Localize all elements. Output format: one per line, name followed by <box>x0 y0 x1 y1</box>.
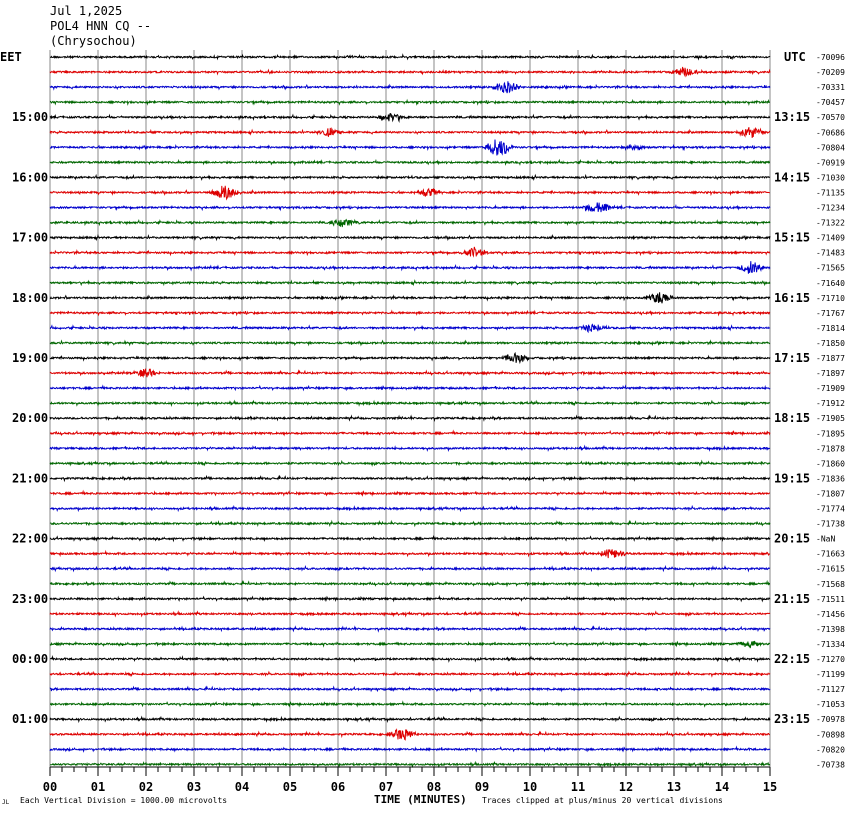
seismic-trace <box>50 341 770 345</box>
seismic-trace <box>50 747 770 751</box>
seismic-trace <box>50 261 770 274</box>
right-hour-label: 13:15 <box>774 110 811 125</box>
seismic-trace <box>50 687 770 691</box>
seismic-trace <box>50 175 770 179</box>
trace-offset-label: -71912 <box>816 399 845 409</box>
trace-offset-label: -70686 <box>816 128 845 138</box>
seismic-trace <box>50 186 770 199</box>
seismic-trace <box>50 140 770 156</box>
seismic-trace <box>50 477 770 481</box>
seismic-trace <box>50 549 770 558</box>
trace-offset-label: -71850 <box>816 338 845 348</box>
trace-offset-label: -71270 <box>816 655 845 664</box>
trace-offset-label: -70457 <box>816 98 845 108</box>
right-hour-label: 15:15 <box>774 230 811 245</box>
seismic-trace <box>50 492 770 496</box>
x-tick-label: 08 <box>426 780 442 794</box>
seismic-trace <box>50 281 770 285</box>
trace-offset-label: -71807 <box>816 489 845 499</box>
trace-offset-label: -71127 <box>816 685 845 695</box>
right-hour-label: 18:15 <box>774 411 811 426</box>
x-tick-label: 13 <box>666 780 682 794</box>
right-hour-label: 19:15 <box>774 471 811 486</box>
seismic-trace <box>50 431 770 435</box>
trace-offset-label: -71640 <box>816 278 845 288</box>
seismic-trace <box>50 537 770 541</box>
seismic-trace <box>50 507 770 511</box>
trace-offset-label: -71334 <box>816 639 845 649</box>
left-hour-label: 18:00 <box>12 290 49 305</box>
x-tick-label: 11 <box>570 780 586 794</box>
trace-offset-label: -71767 <box>816 308 845 318</box>
clip-note: Traces clipped at plus/minus 20 vertical divisions <box>482 796 723 805</box>
left-hour-label: 00:00 <box>12 652 49 666</box>
seismic-trace <box>50 236 770 240</box>
trace-offset-label: -71234 <box>816 203 845 213</box>
trace-offset-label: -71409 <box>816 233 845 243</box>
seismic-trace <box>50 612 770 616</box>
x-tick-label: 15 <box>762 780 778 794</box>
trace-offset-label: -71398 <box>816 624 845 634</box>
trace-offset-label: -71511 <box>816 594 845 604</box>
trace-offset-label: -71199 <box>816 670 845 680</box>
seismic-trace <box>50 247 770 257</box>
seismic-trace <box>50 672 770 676</box>
plot-date: Jul 1,2025 <box>50 4 123 18</box>
right-hour-label: 16:15 <box>774 290 811 305</box>
seismic-trace <box>50 762 770 766</box>
x-tick-label: 00 <box>42 780 58 794</box>
seismic-trace <box>50 657 770 661</box>
left-hour-label: 16:00 <box>12 170 49 185</box>
x-tick-label: 12 <box>618 780 634 794</box>
trace-offset-label: -71814 <box>816 323 845 333</box>
trace-offset-label: -71897 <box>816 369 845 379</box>
station-code: POL4 HNN CQ -- <box>50 19 152 33</box>
left-hour-label: 21:00 <box>12 471 49 486</box>
seismic-trace <box>50 416 770 420</box>
trace-offset-label: -70331 <box>816 83 845 93</box>
seismic-trace <box>50 641 770 648</box>
trace-offset-label: -71905 <box>816 414 845 424</box>
left-hour-label: 19:00 <box>12 351 49 365</box>
x-axis-title: TIME (MINUTES) <box>374 793 467 806</box>
trace-offset-label: -71053 <box>816 700 845 710</box>
seismic-trace <box>50 100 770 104</box>
seismic-trace <box>50 717 770 721</box>
seismic-trace <box>50 55 770 59</box>
trace-offset-label: -71878 <box>816 444 845 454</box>
x-tick-label: 01 <box>90 780 106 794</box>
trace-offset-label: -71615 <box>816 564 845 574</box>
seismic-trace <box>50 401 770 405</box>
x-tick-label: 10 <box>522 780 538 794</box>
trace-offset-label: -70738 <box>816 760 845 770</box>
left-hour-label: 22:00 <box>12 531 49 546</box>
trace-offset-label: -71135 <box>816 188 845 198</box>
seismic-trace <box>50 597 770 601</box>
left-hour-label: 15:00 <box>12 110 49 125</box>
seismic-trace <box>50 522 770 526</box>
seismic-trace <box>50 203 770 213</box>
left-hour-label: 20:00 <box>12 411 49 426</box>
trace-offset-label: -71738 <box>816 519 845 529</box>
trace-offset-label: -71774 <box>816 504 845 514</box>
right-hour-label: 17:15 <box>774 351 811 365</box>
seismic-trace <box>50 113 770 121</box>
trace-offset-label: -70978 <box>816 715 845 725</box>
trace-offset-label: -70820 <box>816 745 845 755</box>
trace-offset-label: -71663 <box>816 549 845 559</box>
seismic-trace <box>50 386 770 390</box>
x-tick-label: 03 <box>186 780 202 794</box>
right-hour-label: 21:15 <box>774 591 811 606</box>
seismic-trace <box>50 160 770 164</box>
x-tick-label: 09 <box>474 780 490 794</box>
left-hour-label: 23:00 <box>12 591 49 606</box>
right-hour-label: 14:15 <box>774 170 811 185</box>
trace-offset-label: -71568 <box>816 579 845 589</box>
seismic-trace <box>50 369 770 378</box>
trace-offset-label: -NaN <box>816 534 836 544</box>
trace-offset-label: -70096 <box>816 53 845 62</box>
trace-offset-label: -71456 <box>816 609 845 619</box>
right-hour-label: 20:15 <box>774 531 811 546</box>
seismic-trace <box>50 446 770 450</box>
left-hour-label: 17:00 <box>12 230 49 245</box>
left-hour-label: 01:00 <box>12 712 49 727</box>
seismic-trace <box>50 311 770 315</box>
seismic-trace <box>50 582 770 586</box>
trace-offset-label: -71909 <box>816 384 845 394</box>
seismic-trace <box>50 292 770 303</box>
right-timezone: UTC <box>784 50 806 64</box>
station-location: (Chrysochou) <box>50 34 137 48</box>
seismic-trace <box>50 567 770 571</box>
seismic-trace <box>50 730 770 740</box>
seismic-trace <box>50 353 770 363</box>
seismic-trace <box>50 81 770 93</box>
x-tick-label: 02 <box>138 780 154 794</box>
trace-offset-label: -70209 <box>816 68 845 78</box>
trace-offset-label: -71860 <box>816 459 845 469</box>
corner-mark: JL <box>2 799 10 806</box>
right-hour-label: 23:15 <box>774 712 811 727</box>
right-hour-label: 22:15 <box>774 652 811 666</box>
trace-offset-label: -70570 <box>816 113 845 123</box>
seismic-trace <box>50 325 770 332</box>
left-timezone: EET <box>0 50 22 64</box>
trace-offset-label: -71836 <box>816 474 845 484</box>
seismic-trace <box>50 702 770 706</box>
x-tick-label: 04 <box>234 780 250 794</box>
trace-offset-label: -71877 <box>816 354 845 363</box>
seismic-trace <box>50 127 770 138</box>
trace-offset-label: -71030 <box>816 173 845 183</box>
trace-offset-label: -71322 <box>816 218 845 228</box>
seismic-trace <box>50 220 770 227</box>
scale-note: Each Vertical Division = 1000.00 microvolts <box>20 796 228 805</box>
seismic-trace <box>50 627 770 631</box>
trace-offset-label: -71710 <box>816 293 845 303</box>
trace-offset-label: -70804 <box>816 143 845 153</box>
x-tick-label: 14 <box>714 780 730 794</box>
trace-offset-label: -70898 <box>816 730 845 740</box>
trace-offset-label: -71483 <box>816 248 845 258</box>
trace-offset-label: -71895 <box>816 429 845 439</box>
seismic-trace <box>50 67 770 76</box>
trace-offset-label: -70919 <box>816 158 845 168</box>
x-tick-label: 07 <box>378 780 394 794</box>
x-tick-label: 05 <box>282 780 298 794</box>
seismic-trace <box>50 461 770 465</box>
x-tick-label: 06 <box>330 780 346 794</box>
trace-offset-label: -71565 <box>816 263 845 273</box>
